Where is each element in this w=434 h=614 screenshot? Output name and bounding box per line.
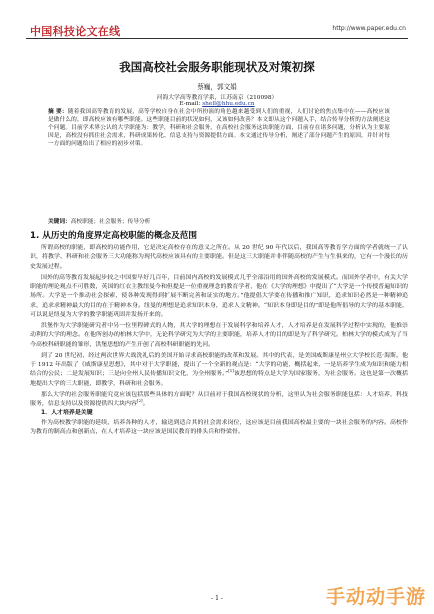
paper-title: 我国高校社会服务职能现状及对策初探 (119, 60, 315, 74)
keywords-text: 高校职能；社会服务；传导分析 (70, 219, 151, 225)
paragraph-5: 那么大学的社会服务职能究竟应该包括那些具体的方面呢？从目前对于我国高校现状的分析，这里认为社会服务职能包括：人才培养，科技服务，信息支持以及资源提供四大块内容[2]。 (30, 390, 408, 407)
journal-logo (30, 23, 120, 39)
paragraph-4-b: 该思想的特点是大学为国家服务，为社会服务。这也是第一次概括地提出大学的三大职能，即教学，科研和社会服务。 (30, 370, 408, 387)
paragraph-6: 作为高校教学职能的延续，培养各种的人才，输送到适合其的社会需求岗位，这应该是目前我国高校最主要的一块社会服务的内容。高校作为教育的制高点和创新点，在人才培养这一块应该是国民教育的排头兵和脊梁骨。 (30, 418, 408, 435)
abstract (48, 109, 390, 149)
journal-url[interactable]: http://www.paper.edu.cn (332, 25, 406, 32)
abstract-text: 随着我国高等教育的发展，高等学校自身在社会中所扮演的角色越来越受到人们的重视，人们讨论的焦点集中在——高校应该是做什么的，即高校应该有哪些职能。这些职能目前的状况如何，又该如何改善？本文即从这个问题入手，结合传导分析的方法阐述这个问题。目前学术界公认的大学职能为：教学，科研和社会服务，在高校社会服务这块职能方面，目前存在诸多问题，分析认为主要原因是，高校没有抓住社会需求，科研成果转化、信息支持与资源提供方面。本文通过传导分析，阐述了部分问题产生的原因，并针对每一方面的问题给出了相应的初步对策。 (48, 109, 390, 147)
page-header (0, 0, 434, 44)
paper-email (0, 101, 434, 107)
email-link[interactable]: shell@hhu.edu.cn (202, 101, 255, 107)
page-number: - 1 - (211, 595, 223, 602)
paragraph-1: 所谓高校的职能，即高校的功能作用，它是决定高校存在的意义之所在。从 20 世纪 90 年代以后，我国高等教育学方面的学者就统一了认识，将教学、科研和社会服务三大功能称为现代高校应该具有的主要职能。但是这三大职能并非伴随高校的产生与生俱来的，它有一个漫长的历史发展过程。 (30, 244, 408, 270)
header-rule (26, 38, 408, 39)
subsection-heading-1: 1．人才培养是关键 (41, 409, 93, 417)
paragraph-5-text: 那么大学的社会服务职能究竟应该包括那些具体的方面呢？从目前对于我国高校现状的分析，这里认为社会服务职能包括：人才培养，科技服务，信息支持以及资源提供四大块内容 (30, 390, 408, 407)
paragraph-4 (30, 351, 408, 388)
paragraph-3: 洪堡作为大学职能研究者中另一位里程碑式的人物，其大学的理想在于发展科学和培养人才，人才培养是在发展科学过程中实现的，他推崇动利的大学的理念。在他所创办的柏林大学中，无论科学研究为大学的主要职能，培养人才的目的即是为了科学研究。柏林大学的模式成为了当今高校科研职能的雏形，洪堡思想的产生开创了高校科研职能的先河。 (30, 322, 408, 348)
citation-1: [1] (228, 368, 234, 374)
keywords-label: 关键词： (48, 219, 71, 225)
paragraph-2: 国外的高等教育发展起步较之中国要早好几百年，目前国内高校的发展模式几乎全部沿用的国外高校的发展模式。而国外学者中，有关大学职能的理论观点不可胜数，英国的红衣主教纽曼今和但提是一位重视理念的教育学者，他在《大学的理想》中提出了“大学是一个传授普遍知识的场所。大学是一个推动社会探索，使各种发现得到扩展不断完善和证实的地方。”他提倡大学要在传播和推广知识，追求知识必然是一种精神追求，追求求精神最大的目的在于精神本身。纽曼的理想是追求知识本身，追求人文精神。“知识本身即是目的”即是他所倡导的大学的基本职能，可以说是纽曼为大学的教学职能巩固并发扬开来的。 (30, 273, 408, 318)
paper-affiliation: 河海大学高等教育学系，江苏南京（210098） (156, 95, 278, 101)
abstract-label: 摘 要： (48, 109, 68, 115)
keywords (48, 216, 390, 225)
citation-2: [2] (136, 398, 143, 404)
journal-logo-text: 中国科技论文在线 (30, 25, 121, 38)
watermark-logo: 手动动手游 (325, 586, 426, 608)
body-text (30, 243, 408, 436)
paper-authors: 蔡巍，郭文娟 (197, 83, 237, 91)
paragraph-4-a: 到了 20 世纪初，经过两次世界大战洗礼后的美国开始寻求高校职能的改革和发展。其中的代表，是美国威斯康星州立大学校长范·海斯。他于 1912 年出版了《威斯康星思想》，其中对于大学职能，提出了一个全新的观点是：“大学的功能，概括起来，一是培养学生成为知识和能力相结合的公民；二是发展知识；三是向全州人民传播知识文化，为全州服务。” (30, 351, 408, 378)
section-heading-1: 1. 从历史的角度界定高校职能的概念及范围 (30, 231, 197, 241)
email-label: E-mail: (179, 101, 203, 107)
